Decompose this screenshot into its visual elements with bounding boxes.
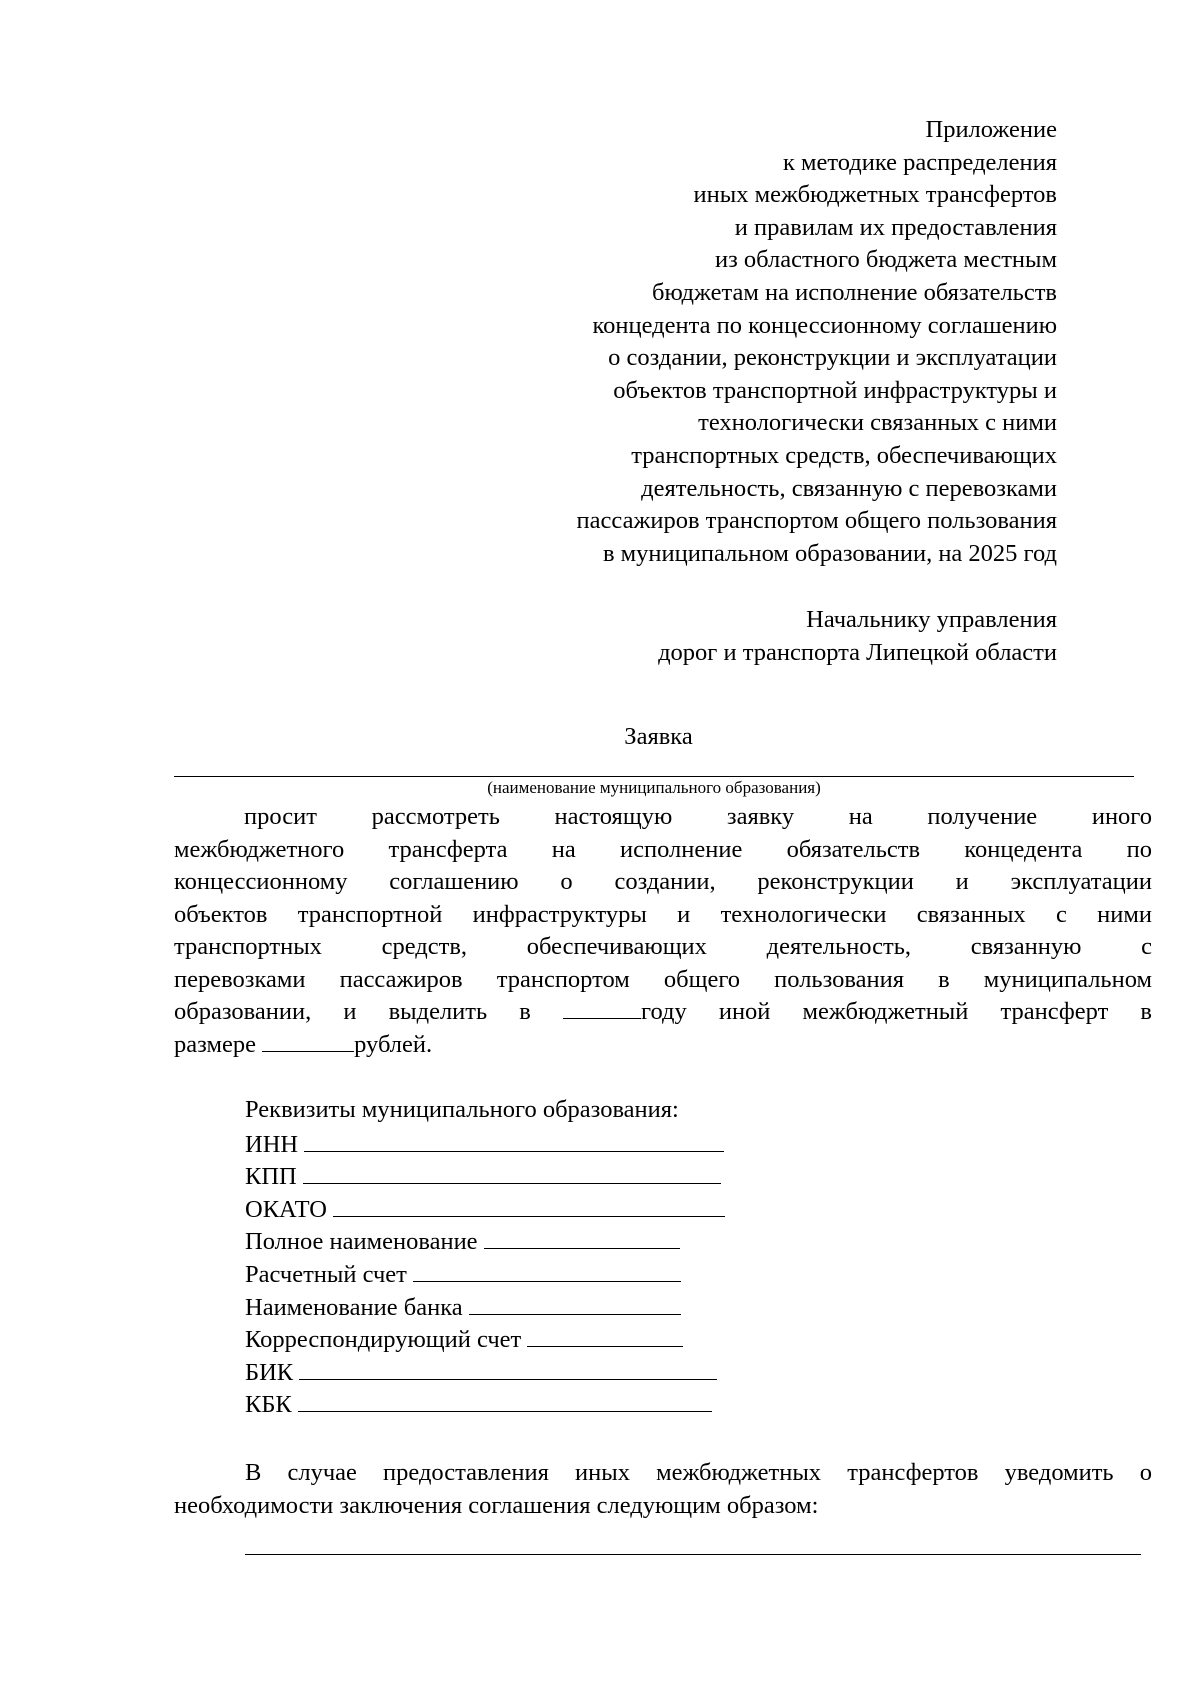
addressee-line: Начальнику управления (806, 606, 1057, 633)
year-blank-field[interactable] (563, 996, 641, 1019)
requisite-inn (245, 1127, 725, 1160)
appendix-line: в муниципальном образовании, на 2025 год (602, 539, 1057, 567)
amount-blank-field[interactable] (262, 1029, 354, 1052)
requisite-okato (245, 1192, 725, 1225)
okato-field[interactable] (333, 1192, 725, 1217)
appendix-line: концедента по концессионному соглашению (592, 311, 1057, 339)
requisite-label: Корреспондирующий счет (245, 1326, 522, 1354)
corr-account-field[interactable] (527, 1322, 683, 1347)
bank-name-field[interactable] (469, 1290, 681, 1315)
body-line: межбюджетного трансферта на исполнение обязательств концедента по (174, 835, 1152, 863)
addressee-block (497, 604, 1057, 669)
requisite-label: КБК (245, 1391, 292, 1419)
account-field[interactable] (413, 1257, 681, 1282)
body-line: концессионному соглашению о создании, реконструкции и эксплуатации (174, 868, 1152, 895)
notice-line: необходимости заключения соглашения следующим образом: (174, 1491, 819, 1519)
appendix-line: из областного бюджета местным (715, 246, 1057, 274)
inn-field[interactable] (304, 1127, 724, 1152)
bik-field[interactable] (299, 1355, 717, 1380)
body-line: объектов транспортной инфраструктуры и технологически связанных с ними (174, 900, 1152, 928)
appendix-line: деятельность, связанную с перевозками (641, 474, 1057, 502)
requisite-corr-account (245, 1322, 725, 1355)
appendix-line: к методике распределения (782, 148, 1057, 176)
requisite-label: БИК (245, 1358, 294, 1386)
requisite-full-name (245, 1224, 725, 1257)
requisite-bik (245, 1355, 725, 1388)
addressee-line: дорог и транспорта Липецкой области (658, 638, 1057, 666)
body-line: транспортных средств, обеспечивающих деятельность, связанную с (174, 933, 1152, 960)
appendix-line: о создании, реконструкции и эксплуатации (608, 344, 1057, 372)
requisite-label: ИНН (245, 1130, 299, 1158)
requisite-account (245, 1257, 725, 1290)
body-text-segment: рублей. (354, 1030, 433, 1058)
appendix-header (497, 114, 1057, 570)
request-body (174, 801, 1152, 1061)
body-text-segment: размере (174, 1030, 256, 1058)
kpp-field[interactable] (303, 1159, 721, 1184)
appendix-line: технологически связанных с ними (698, 409, 1057, 437)
requisite-label: Расчетный счет (245, 1260, 407, 1288)
appendix-line: пассажиров транспортом общего пользования (576, 507, 1057, 535)
requisite-label: ОКАТО (245, 1195, 327, 1223)
body-line: перевозками пассажиров транспортом общего пользования в муниципальном (174, 965, 1152, 993)
body-line-year (174, 996, 1152, 1029)
full-name-field[interactable] (484, 1224, 680, 1249)
municipality-caption: (наименование муниципального образования) (487, 778, 821, 797)
body-line: просит рассмотреть настоящую заявку на получение иного (244, 803, 1152, 830)
body-text-segment: образовании, и выделить в (174, 998, 531, 1025)
requisite-bank-name (245, 1290, 725, 1323)
requisite-label: Наименование банка (245, 1293, 463, 1321)
requisite-kbk (245, 1387, 725, 1420)
body-text-segment: году иной межбюджетный трансферт в (641, 998, 1153, 1025)
appendix-line: иных межбюджетных трансфертов (693, 181, 1057, 209)
kbk-field[interactable] (298, 1387, 712, 1412)
municipality-name-field[interactable] (174, 776, 1134, 777)
body-line-amount (174, 1029, 1152, 1062)
appendix-line: Приложение (925, 116, 1057, 143)
appendix-line: бюджетам на исполнение обязательств (652, 278, 1057, 306)
requisite-label: Полное наименование (245, 1228, 478, 1256)
notice-line: В случае предоставления иных межбюджетных трансфертов уведомить о (245, 1459, 1152, 1486)
requisite-kpp (245, 1159, 725, 1192)
document-title: Заявка (624, 723, 693, 750)
requisite-label: КПП (245, 1163, 297, 1191)
notice-paragraph (174, 1457, 1152, 1522)
requisites-heading: Реквизиты муниципального образования: (245, 1096, 679, 1123)
appendix-line: объектов транспортной инфраструктуры и (613, 376, 1057, 404)
appendix-line: транспортных средств, обеспечивающих (631, 441, 1057, 469)
requisites-block (245, 1094, 725, 1420)
agreement-method-field[interactable] (245, 1554, 1141, 1555)
appendix-line: и правилам их предоставления (734, 213, 1057, 241)
